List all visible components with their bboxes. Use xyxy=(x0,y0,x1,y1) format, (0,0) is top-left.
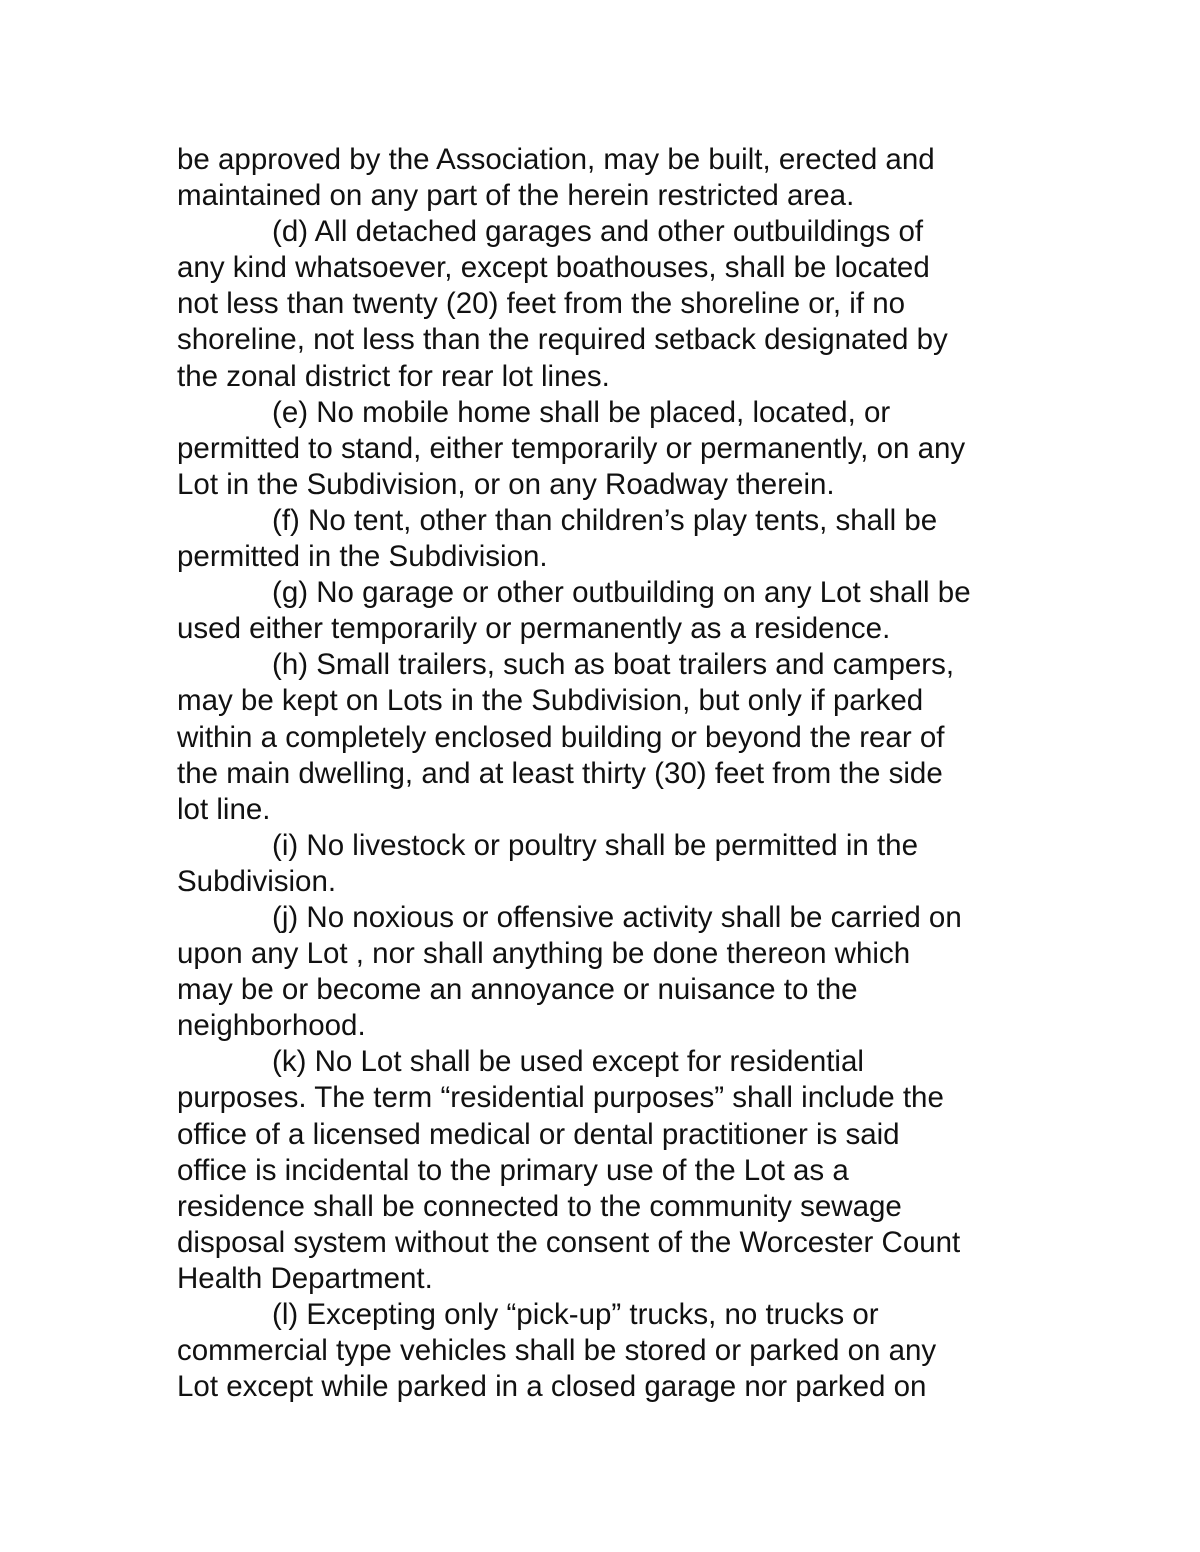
text-line: office is incidental to the primary use of the Lot as a xyxy=(177,1153,849,1187)
text-line: used either temporarily or permanently as a residence. xyxy=(177,612,891,646)
paragraph-first-line: (e) No mobile home shall be placed, located, or xyxy=(272,395,891,429)
text-line: may be or become an annoyance or nuisance to the xyxy=(177,973,858,1007)
text-line: purposes. The term “residential purposes” shall include the xyxy=(177,1081,944,1115)
text-line: within a completely enclosed building or beyond the rear of xyxy=(177,720,945,754)
text-line: be approved by the Association, may be built, erected and xyxy=(177,143,935,176)
paragraph-first-line: (g) No garage or other outbuilding on any Lot shall be xyxy=(272,576,971,610)
paragraph-first-line: (k) No Lot shall be used except for residential xyxy=(272,1045,864,1079)
paragraph-first-line: (l) Excepting only “pick-up” trucks, no trucks or xyxy=(272,1298,879,1331)
text-line: residence shall be connected to the community sewage xyxy=(177,1189,902,1223)
text-line: permitted in the Subdivision. xyxy=(177,540,548,574)
text-line: may be kept on Lots in the Subdivision, but only if parked xyxy=(177,684,924,718)
text-line: Subdivision. xyxy=(177,864,337,898)
text-line: commercial type vehicles shall be stored or parked on any xyxy=(177,1334,937,1368)
text-line: any kind whatsoever, except boathouses, shall be located xyxy=(177,251,930,285)
text-line: Health Department. xyxy=(177,1261,433,1295)
text-line: the main dwelling, and at least thirty (30) feet from the side xyxy=(177,756,943,790)
text-line: maintained on any part of the herein restricted area. xyxy=(177,179,855,213)
text-line: Lot in the Subdivision, or on any Roadway therein. xyxy=(177,467,835,501)
text-line: disposal system without the consent of the Worcester Count xyxy=(177,1225,961,1259)
text-line: neighborhood. xyxy=(177,1009,366,1043)
text-line: lot line. xyxy=(177,792,271,826)
paragraph-first-line: (f) No tent, other than children’s play tents, shall be xyxy=(272,503,938,537)
paragraph-first-line: (d) All detached garages and other outbuildings of xyxy=(272,215,924,249)
text-line: permitted to stand, either temporarily or permanently, on any xyxy=(177,431,966,465)
paragraph-first-line: (i) No livestock or poultry shall be permitted in the xyxy=(272,828,918,862)
paragraph-first-line: (j) No noxious or offensive activity shall be carried on xyxy=(272,900,962,934)
document-body-text xyxy=(177,142,1037,1405)
text-line: upon any Lot , nor shall anything be done thereon which xyxy=(177,937,911,971)
text-line: the zonal district for rear lot lines. xyxy=(177,359,610,393)
text-line: Lot except while parked in a closed garage nor parked on xyxy=(177,1370,927,1404)
text-line: not less than twenty (20) feet from the shoreline or, if no xyxy=(177,287,906,321)
text-line: office of a licensed medical or dental practitioner is said xyxy=(177,1117,900,1151)
paragraph-first-line: (h) Small trailers, such as boat trailers and campers, xyxy=(272,648,955,682)
text-line: shoreline, not less than the required setback designated by xyxy=(177,323,948,357)
